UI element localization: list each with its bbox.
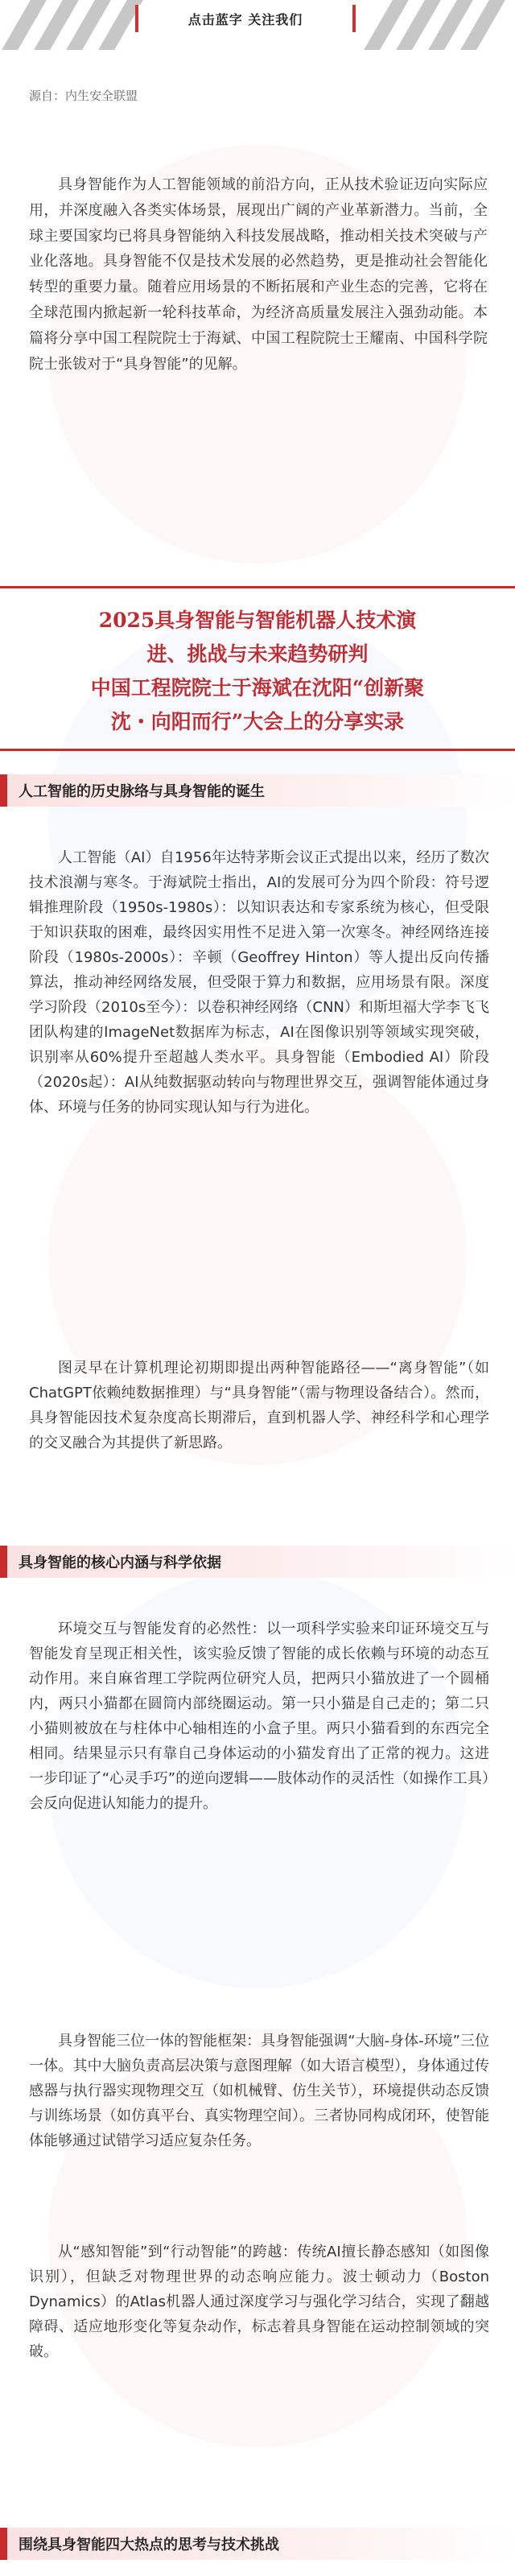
core-paragraph-1: 环境交互与智能发育的必然性：以一项科学实验来印证环境交互与智能发育呈现正相关性，该实验反馈了智能的成长依赖与环境的动态互动作用。来自麻省理工学院两位研究人员，把两只小猫放进了一个圆桶内，两只小猫都在圆筒内部绕圈运动。第一只小猫是自己走的；第二只小猫则被放在与柱体中心轴相连的小盒子里。两只小猫看到的东西完全相同。结果显示只有靠自己身体运动的小猫发育出了正常的视力。这进一步印证了“心灵手巧”的逆向逻辑——肢体动作的灵活性（如操作工具）会反向促进认知能力的提升。	[29, 1620, 489, 1812]
report-title-line: 进、挑战与未来趋势研判	[146, 642, 369, 666]
history-paragraph-1: 人工智能（AI）自1956年达特茅斯会议正式提出以来，经历了数次技术浪潮与寒冬。于海斌院士指出，AI的发展可分为四个阶段：符号逻辑推理阶段（1950s-1980s）：以知识表达和专家系统为核心，但受限于知识获取的困难，最终因实用性不足进入第一次寒冬。神经网络连接阶段（1980s-2000s）：辛顿（Geoffrey Hinton）等人提出反向传播算法，推动神经网络发展，但受限于算力和数据，应用场景有限。深度学习阶段（2010s至今）：以卷积神经网络（CNN）和斯坦福大学李飞飞团队构建的ImageNet数据库为标志，AI在图像识别等领域实现突破，识别率从60%提升至超越人类水平。具身智能（Embodied AI）阶段（2020s起）：AI从纯数据驱动转向与物理世界交互，强调智能体通过身体、环境与任务的协同实现认知与行为进化。	[29, 849, 489, 1116]
report-title-line: 沈・向阳而行”大会上的分享实录	[110, 710, 405, 733]
section-header-history	[0, 774, 515, 807]
core-paragraph-2: 具身智能三位一体的智能框架：具身智能强调“大脑-身体-环境”三位一体。其中大脑负责高层决策与意图理解（如大语言模型），身体通过传感器与执行器实现物理交互（如机械臂、仿生关节），环境提供动态反馈与训练场景（如仿真平台、真实物理空间）。三者协同构成闭环，使智能体能够通过试错学习适应复杂任务。	[29, 2033, 489, 2149]
report-title-line: 中国工程院院士于海斌在沈阳“创新聚	[90, 676, 425, 700]
title-divider	[0, 749, 515, 751]
title-divider	[0, 586, 515, 588]
report-title-line: 2025具身智能与智能机器人技术演	[98, 609, 417, 632]
core-paragraph-3: 从“感知智能”到“行动智能”的跨越：传统AI擅长静态感知（如图像识别），但缺乏对物理世界的动态响应能力。波士顿动力（Boston Dynamics）的Atlas机器人通过深度学习与强化学习结合，实现了翻越障碍、适应地形变化等复杂动作，标志着具身智能在运动控制领域的突破。	[29, 2244, 489, 2360]
intro-paragraph: 具身智能作为人工智能领域的前沿方向，正从技术验证迈向实际应用，并深度融入各类实体场景，展现出广阔的产业革新潜力。当前，全球主要国家均已将具身智能纳入科技发展战略，推动相关技术突破与产业化落地。具身智能不仅是技术发展的必然趋势，更是推动社会智能化转型的重要力量。随着应用场景的不断拓展和产业生态的完善，它将在全球范围内掀起新一轮科技革命，为经济高质量发展注入强劲动能。本篇将分享中国工程院院士于海斌、中国工程院院士王耀南、中国科学院院士张钹对于“具身智能”的见解。	[29, 176, 488, 373]
section-title: 具身智能的核心内涵与科学依据	[19, 1554, 221, 1571]
section-title: 人工智能的历史脉络与具身智能的诞生	[19, 783, 265, 800]
follow-us-label: 点击蓝字 关注我们	[187, 11, 303, 27]
section-header-hotspots	[0, 2528, 515, 2560]
follow-us-button[interactable]	[135, 5, 356, 32]
section-header-core	[0, 1546, 515, 1578]
article-source: 源自：内生安全联盟	[29, 89, 138, 103]
history-paragraph-2: 图灵早在计算机理论初期即提出两种智能路径——“离身智能”（如ChatGPT依赖纯数据推理）与“具身智能”（需与物理设备结合）。然而，具身智能因技术复杂度高长期滞后，直到机器人学、神经科学和心理学的交叉融合为其提供了新思路。	[29, 1360, 489, 1451]
section-title: 围绕具身智能四大热点的思考与技术挑战	[19, 2537, 279, 2553]
report-title	[32, 604, 483, 739]
follow-banner	[0, 0, 515, 50]
